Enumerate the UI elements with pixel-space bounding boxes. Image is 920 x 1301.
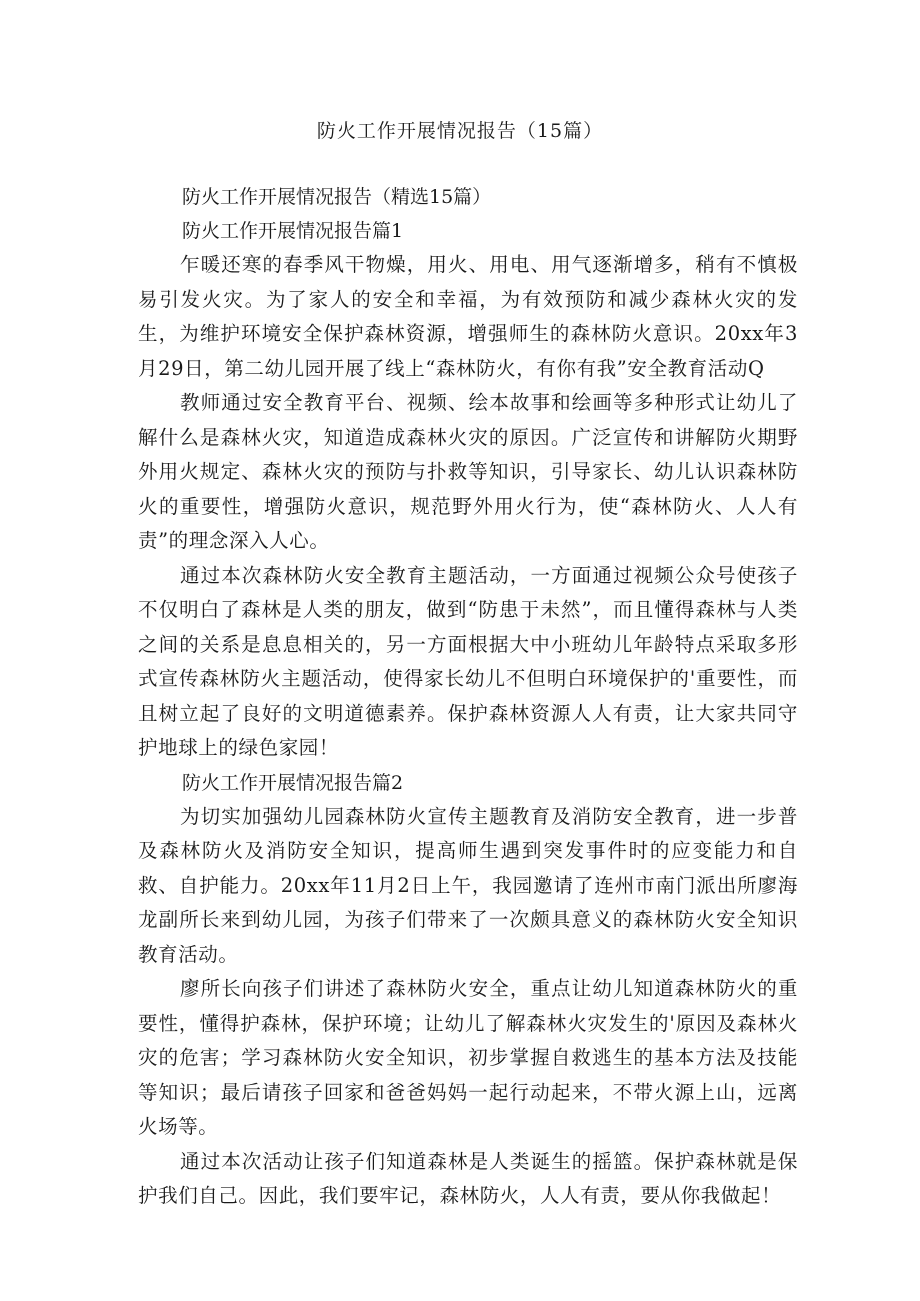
paragraph-4: 为切实加强幼儿园森林防火宣传主题教育及消防安全教育，进一步普及森林防火及消防安全知识，提高师生遇到突发事件时的应变能力和自救、自护能力。20xx年11月2日上午，我园邀请了连州市南门派出所廖海龙副所长来到幼儿园，为孩子们带来了一次颇具意义的森林防火安全知识教育活动。 — [138, 804, 798, 966]
paragraph-5: 廖所长向孩子们讲述了森林防火安全，重点让幼儿知道森林防火的重要性，懂得护森林，保护环境；让幼儿了解森林火灾发生的'原因及森林火灾的危害；学习森林防火安全知识，初步掌握自救逃生的基本方法及技能等知识；最后请孩子回家和爸爸妈妈一起行动起来，不带火源上山，远离火场等。 — [138, 977, 798, 1138]
document-title: 防火工作开展情况报告（15篇） — [316, 120, 604, 142]
paragraph-6: 通过本次活动让孩子们知道森林是人类诞生的摇篮。保护森林就是保护我们自己。因此，我们要牢记，森林防火，人人有责，要从你我做起！ — [138, 1149, 798, 1207]
section-heading-1: 防火工作开展情况报告篇1 — [182, 220, 404, 242]
paragraph-3: 通过本次森林防火安全教育主题活动，一方面通过视频公众号使孩子不仅明白了森林是人类的朋友，做到“防患于未然”，而且懂得森林与人类之间的关系是息息相关的，另一方面根据大中小班幼儿年龄特点采取多形式宣传森林防火主题活动，使得家长幼儿不但明白环境保护的'重要性，而且树立起了良好的文明道德素养。保护森林资源人人有责，让大家共同守护地球上的绿色家园！ — [138, 563, 798, 759]
document-subtitle: 防火工作开展情况报告（精选15篇） — [182, 186, 492, 208]
section-heading-2: 防火工作开展情况报告篇2 — [182, 771, 404, 794]
paragraph-1: 乍暖还寒的春季风干物燥，用火、用电、用气逐渐增多，稍有不慎极易引发火灾。为了家人的安全和幸福，为有效预防和减少森林火灾的发生，为维护环境安全保护森林资源，增强师生的森林防火意识。20xx年3月29日，第二幼儿园开展了线上“森林防火，有你有我”安全教育活动Q — [138, 253, 798, 380]
paragraph-2: 教师通过安全教育平台、视频、绘本故事和绘画等多种形式让幼儿了解什么是森林火灾，知道造成森林火灾的原因。广泛宣传和讲解防火期野外用火规定、森林火灾的预防与扑救等知识，引导家长、幼儿认识森林防火的重要性，增强防火意识，规范野外用火行为，使“森林防火、人人有责”的理念深入人心。 — [138, 391, 798, 552]
document-body — [138, 180, 798, 1214]
